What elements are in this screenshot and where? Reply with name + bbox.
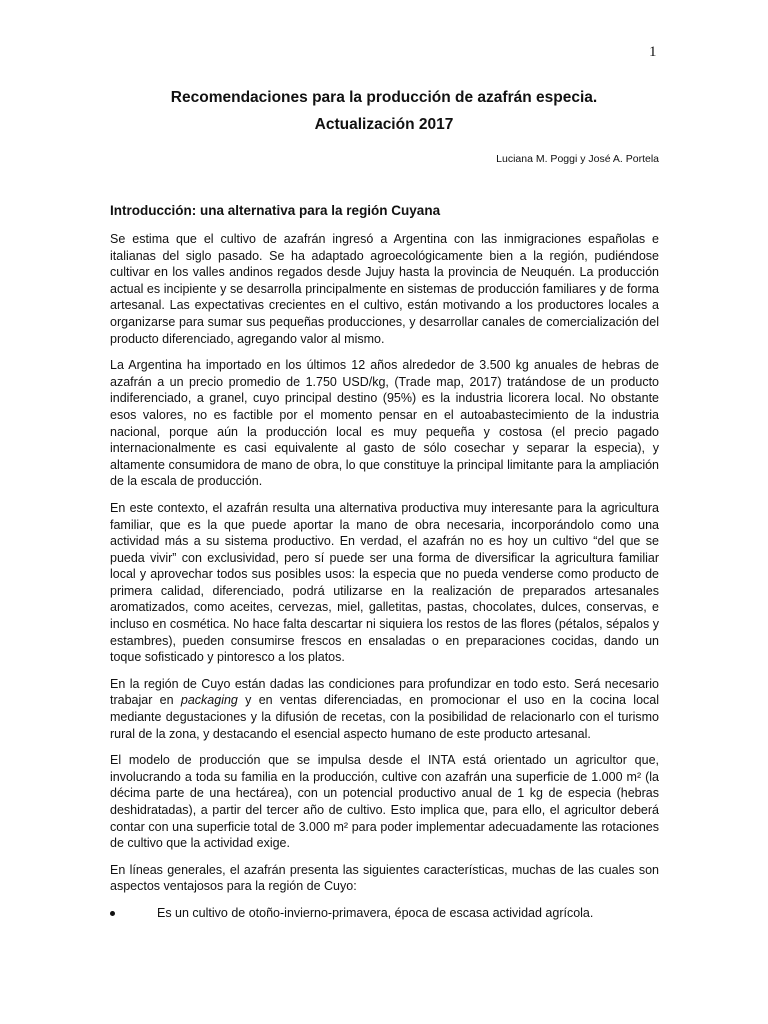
paragraph-4-text-b: y en ventas diferenciadas, en promocionar el uso en la cocina local mediante degustaciones y la difusión de recetas, con la posibilidad de relacionarlo con el turismo rural de la zona, y destacando el esencial aspecto humano de este producto artesanal. [110,693,659,741]
paragraph-6: En líneas generales, el azafrán presenta las siguientes características, muchas de las cuales son aspectos ventajosos para la región de Cuyo: [110,862,659,894]
document-body [110,203,659,922]
bullet-icon [110,911,115,916]
authors: Luciana M. Poggi y José A. Portela [496,153,659,165]
paragraph-4-text-a: En la región de Cuyo están dadas las condiciones para profundizar en todo esto. Será necesario trabajar en [110,676,659,708]
bullet-text: Es un cultivo de otoño-invierno-primavera, época de escasa actividad agrícola. [157,905,594,920]
paragraph-4-italic: packaging [180,693,238,708]
section-heading: Introducción: una alternativa para la región Cuyana [110,203,441,218]
bullet-item [110,905,659,922]
paragraph-3: En este contexto, el azafrán resulta una alternativa productiva muy interesante para la agricultura familiar, que es la que puede aportar la mano de obra necesaria, incorporándolo como una actividad más a su sistema productivo. En verdad, el azafrán no es hoy un cultivo “del que se pueda vivir” con exclusividad, pero sí puede ser una forma de diversificar la agricultura familiar local y aprovechar todos sus posibles usos: la especia que no pueda venderse como producto de primera calidad, diferenciado, podrá utilizarse en la realización de preparados artesanales aromatizados, como aceites, cervezas, miel, galletitas, pastas, chocolates, dulces, conservas, e incluso en cosmética. No hace falta descartar ni siquiera los restos de las flores (pétalos, sépalos y estambres), pueden consumirse frescos en ensaladas o en preparaciones cocidas, dando un toque sofisticado y pintoresco a los platos. [110,500,659,665]
paragraph-4 [110,676,659,742]
page-number: 1 [649,44,657,60]
bullet-list [110,905,659,922]
paragraph-5: El modelo de producción que se impulsa desde el INTA está orientado un agricultor que, involucrando a toda su familia en la producción, cultive con azafrán una superficie de 1.000 m² (la décima parte de una hectárea), con un potencial productivo anual de 1 kg de especia (hebras deshidratadas), a partir del tercer año de cultivo. Esto implica que, para ello, el agricultor deberá contar con una superficie total de 3.000 m² para poder implementar adecuadamente las rotaciones de cultivo que la actividad exige. [110,753,659,851]
paragraph-2: La Argentina ha importado en los últimos 12 años alrededor de 3.500 kg anuales de hebras de azafrán a un precio promedio de 1.750 USD/kg, (Trade map, 2017) tratándose de un producto indiferenciado, a granel, cuyo principal destino (95%) es la industria licorera local. No obstante esos valores, no es factible por el momento pensar en el autoabastecimiento de la industria nacional, porque aún la producción local es muy pequeña y costosa (el precio pagado internacionalmente es casi equivalente al gasto de sólo cosechar y separar la especia), y altamente consumidora de mano de obra, lo que constituye la principal limitante para la ampliación de la escala de producción. [110,358,659,489]
document-subtitle: Actualización 2017 [314,116,454,133]
paragraph-1: Se estima que el cultivo de azafrán ingresó a Argentina con las inmigraciones españolas e italianas del siglo pasado. Se ha adaptado agroecológicamente bien a la región, pudiéndose cultivar en los valles andinos regados desde Jujuy hasta la provincia de Neuquén. La producción actual es incipiente y se desarrolla principalmente en sistemas de producción familiares y de forma artesanal. Las expectativas crecientes en el cultivo, están motivando a los productores locales a organizarse para sumar sus pequeñas producciones, y desarrollar canales de comercialización del producto diferenciado, agregando valor al mismo. [110,232,659,346]
document-title: Recomendaciones para la producción de azafrán especia. [170,89,598,106]
